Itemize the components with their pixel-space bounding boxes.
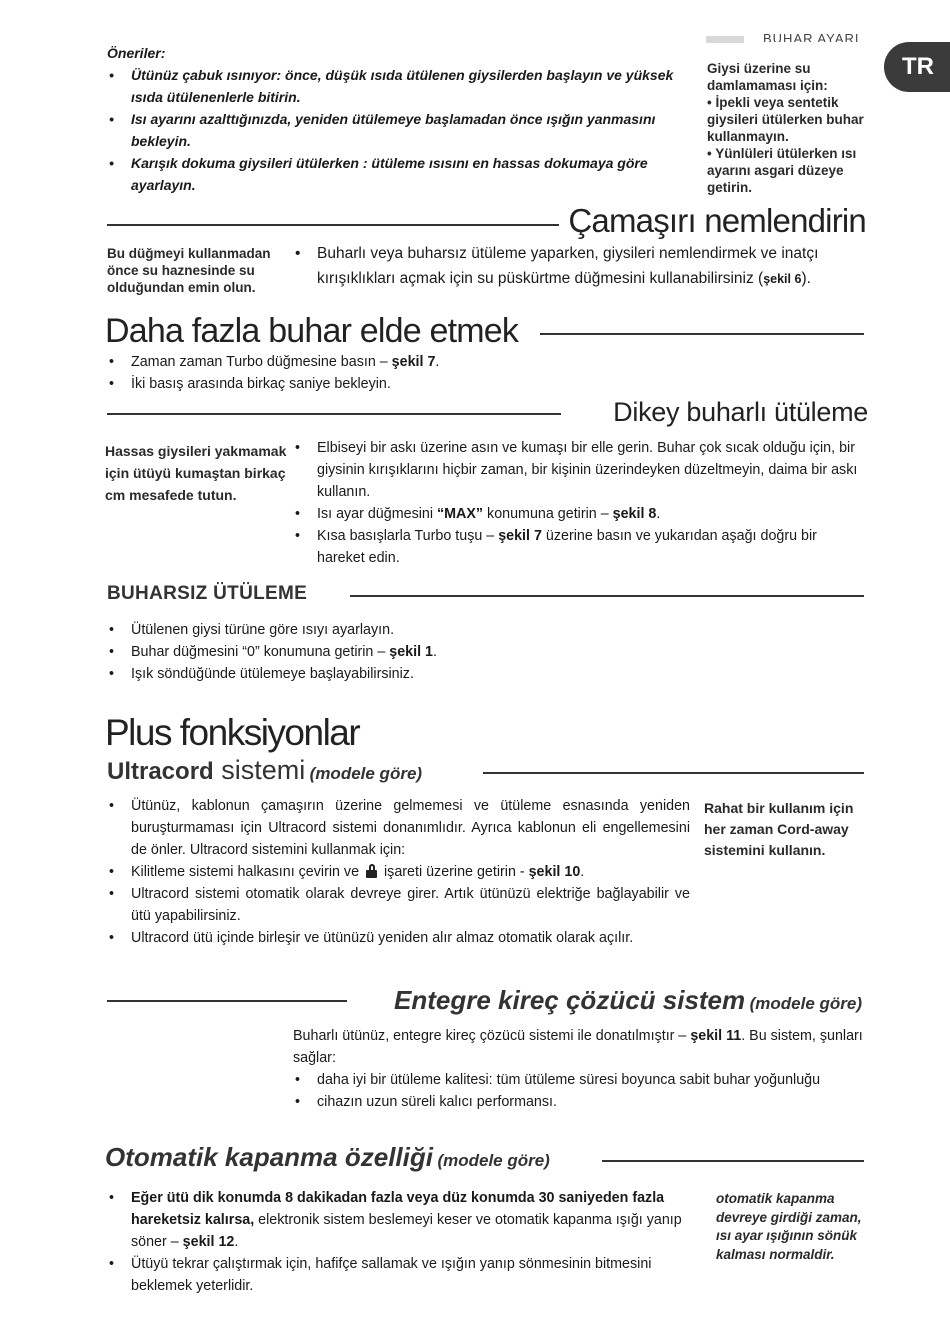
figure-ref: şekil 11: [690, 1028, 742, 1044]
figure-ref: şekil 6: [763, 272, 802, 286]
list-item: • daha iyi bir ütüleme kalitesi: tüm ütüleme süresi boyunca sabit buhar yoğunluğu: [293, 1069, 868, 1091]
ultracord-brand: Ultracord: [107, 758, 214, 785]
side-note-dikey: Hassas giysileri yakmamak için ütüyü kumaştan birkaç cm mesafede tutun.: [105, 443, 287, 503]
list-item: • Ütüyü tekrar çalıştırmak için, hafifçe sallamak ve ışığın yanıp sönmesinin bitmesini beklemek yeterlidir.: [107, 1253, 697, 1297]
list-item: • cihazın uzun süreli kalıcı performansı.: [293, 1091, 868, 1113]
unlock-icon: [366, 864, 377, 877]
oneriler-title: Öneriler:: [107, 45, 166, 61]
section-rule: [107, 413, 561, 415]
buhar-list: [107, 351, 707, 395]
side-note-item: • İpekli veya sentetik giysileri ütülerken buhar kullanmayın.: [707, 95, 864, 144]
list-item: • İki basış arasında birkaç saniye bekleyin.: [107, 373, 707, 395]
side-note-line: Giysi üzerine su damlamaması için:: [707, 61, 828, 93]
figure-ref: şekil 10: [528, 864, 581, 880]
section-rule: [107, 1000, 347, 1002]
oneriler-list: [107, 64, 697, 196]
list-item: • Karışık dokuma giysileri ütülerken : ütüleme ısısını en hassas dokumaya göre ayarlayın.: [107, 152, 697, 196]
list-item: • Kısa basışlarla Turbo tuşu – şekil 7 üzerine basın ve yukarıdan aşağı doğru bir hareket edin.: [293, 525, 868, 569]
otomatik-list: [107, 1187, 697, 1297]
section-title-otomatik: Otomatik kapanma özelliği (modele göre): [105, 1142, 550, 1172]
section-title-kirec: Entegre kireç çözücü sistem (modele göre): [394, 985, 862, 1015]
figure-ref: şekil 12: [182, 1234, 235, 1250]
figure-ref: şekil 7: [391, 354, 436, 370]
side-note-water: [707, 60, 869, 196]
section-title-ultracord: Ultracord sistemi (modele göre): [107, 755, 423, 785]
section-rule: [107, 224, 559, 226]
list-item: • Zaman zaman Turbo düğmesine basın – şekil 7.: [107, 351, 707, 373]
kirec-block: [293, 1025, 868, 1113]
dikey-block: [293, 437, 868, 569]
header-strip: [706, 36, 744, 43]
side-note-ultracord: Rahat bir kullanım için her zaman Cord-away sistemini kullanın.: [704, 800, 854, 858]
list-item: • Ütülenen giysi türüne göre ısıyı ayarlayın.: [107, 619, 707, 641]
list-item: • Isı ayar düğmesini “MAX” konumuna getirin – şekil 8.: [293, 503, 868, 525]
kirec-intro: Buharlı ütünüz, entegre kireç çözücü sistemi ile donatılmıştır – şekil 11. Bu sistem, şunları sağlar:: [293, 1028, 863, 1066]
figure-ref: şekil 8: [612, 506, 657, 522]
list-item: • Işık söndüğünde ütülemeye başlayabilirsiniz.: [107, 663, 707, 685]
section-rule: [483, 772, 864, 774]
oneriler-block: [107, 42, 697, 196]
section-rule: [602, 1160, 864, 1162]
list-item: • Kilitleme sistemi halkasını çevirin ve işareti üzerine getirin - şekil 10.: [107, 861, 690, 883]
section-title-plus: Plus fonksiyonlar: [105, 712, 360, 753]
language-tab: TR: [884, 42, 950, 92]
list-item: • Ultracord ütü içinde birleşir ve ütünüzü yeniden alır almaz otomatik olarak açılır.: [107, 927, 690, 949]
section-title-dikey: Dikey buharlı ütüleme: [613, 397, 868, 427]
list-item: • Eğer ütü dik konumda 8 dakikadan fazla veya düz konumda 30 saniyeden fazla hareketsiz kalırsa, elektronik sistem beslemeyi keser ve otomatik kapanma ışığı yanıp söner – şekil 12.: [107, 1187, 697, 1253]
list-item: • Isı ayarını azalttığınızda, yeniden ütülemeye başlamadan önce ışığın yanmasını bekleyin.: [107, 108, 697, 152]
side-note-item: • Yünlüleri ütülerken ısı ayarını asgari düzeye getirin.: [707, 146, 857, 195]
list-item: • Ultracord sistemi otomatik olarak devreye girer. Artık ütünüzü elektriğe bağlayabilir ve ütü yapabilirsiniz.: [107, 883, 690, 927]
figure-ref: şekil 7: [498, 528, 542, 544]
ultracord-list: [107, 795, 690, 949]
figure-ref: şekil 1: [389, 644, 434, 660]
section-title-buhar: Daha fazla buhar elde etmek: [105, 312, 519, 350]
list-item: • Elbiseyi bir askı üzerine asın ve kumaşı bir elle gerin. Buhar çok sıcak olduğu için, bir giysinin kırışıklarını hiçbir zaman, bir kişinin üzerindeyken düzeltmeyin, daima bir askı kullanın.: [293, 437, 868, 503]
list-item: • Ütünüz, kablonun çamaşırın üzerine gelmemesi ve ütüleme esnasında yeniden buruşturmaması için Ultracord sistemi donanımlıdır. Ayrıca kablonun eli engellemesini de önler. Ultracord sistemini kullanmak için:: [107, 795, 690, 861]
list-item: • Ütünüz çabuk ısınıyor: önce, düşük ısıda ütülenen giysilerden başlayın ve yüksek ısıda ütülenenlerle bitirin.: [107, 64, 697, 108]
section-title-buharsiz: BUHARSIZ ÜTÜLEME: [107, 583, 308, 604]
modele-note: (modele göre): [749, 994, 862, 1013]
nemlendir-text: [293, 241, 868, 292]
list-item: • Buhar düğmesini “0” konumuna getirin – şekil 1.: [107, 641, 707, 663]
section-title-nemlendir: Çamaşırı nemlendirin: [568, 202, 866, 239]
header-cut-text: BUHAR AYARI: [763, 31, 860, 42]
max-label: “MAX”: [437, 506, 484, 522]
modele-note: (modele göre): [437, 1151, 550, 1170]
list-item: • Buharlı veya buharsız ütüleme yaparken, giysileri nemlendirmek ve inatçı kırışıklıkları açmak için su püskürtme düğmesini kullanabilirsiniz (şekil 6).: [293, 241, 868, 292]
side-note-otomatik: otomatik kapanma devreye girdiği zaman, ısı ayar ışığının sönük kalması normaldir.: [716, 1191, 862, 1262]
section-rule: [540, 333, 864, 335]
modele-note: (modele göre): [309, 764, 423, 783]
side-note-nemlendir: Bu düğmeyi kullanmadan önce su haznesinde su olduğundan emin olun.: [107, 246, 271, 295]
section-rule: [350, 595, 864, 597]
buharsiz-list: [107, 619, 707, 685]
